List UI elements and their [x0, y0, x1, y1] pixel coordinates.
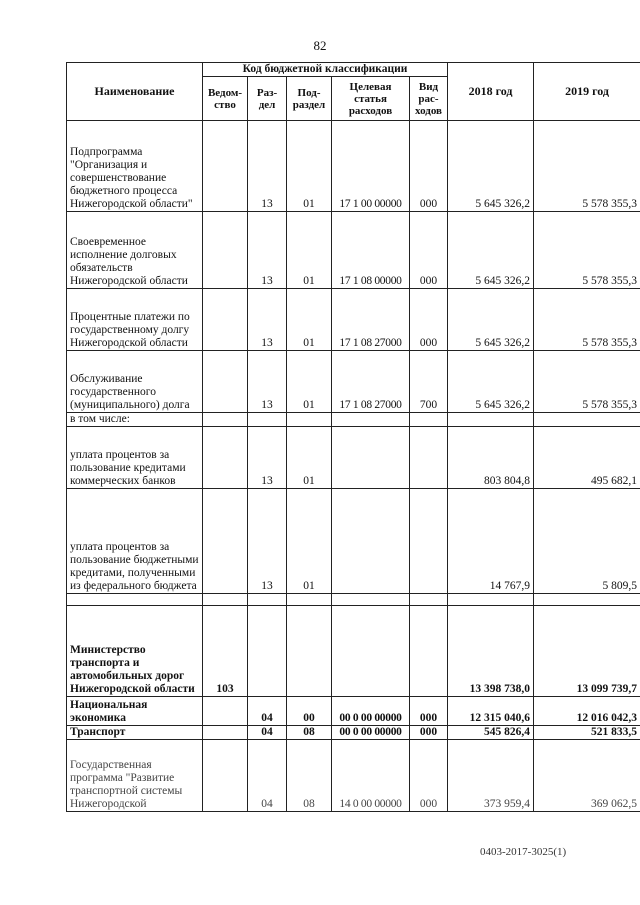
cell-2019: 5 578 355,3 [534, 121, 640, 212]
row-name: Национальная экономика [67, 697, 203, 726]
row-name: Процентные платежи по государственному долгу Нижегородской области [67, 289, 203, 351]
cell-expense-type: 700 [410, 351, 448, 413]
cell-2019 [534, 413, 640, 427]
page-number: 82 [313, 38, 327, 53]
row-name: уплата процентов за пользование бюджетными кредитами, полученными из федерального бюджета [67, 489, 203, 594]
cell-target-article: 17 1 08 27000 [332, 289, 410, 351]
cell-razdel: 04 [248, 697, 287, 726]
budget-table [66, 62, 640, 812]
cell-target-article: 17 1 08 00000 [332, 212, 410, 289]
cell-2018: 13 398 738,0 [448, 606, 534, 697]
cell-vedomstvo [203, 212, 248, 289]
cell-2019: 13 099 739,7 [534, 606, 640, 697]
cell-2019: 495 682,1 [534, 427, 640, 489]
cell-expense-type [410, 427, 448, 489]
cell-target-article [332, 413, 410, 427]
cell-2018: 14 767,9 [448, 489, 534, 594]
header-2019: 2019 год [534, 63, 640, 121]
cell-target-article: 00 0 00 00000 [332, 726, 410, 740]
cell-expense-type: 000 [410, 697, 448, 726]
cell-target-article [332, 489, 410, 594]
header-vedomstvo: Ведом-ство [203, 77, 248, 121]
cell-razdel [248, 606, 287, 697]
cell-podrazdel: 00 [287, 697, 332, 726]
table-row [67, 489, 640, 594]
cell-expense-type [410, 489, 448, 594]
cell-expense-type: 000 [410, 212, 448, 289]
table-row [67, 726, 640, 740]
cell-2019: 5 578 355,3 [534, 212, 640, 289]
cell-2018: 545 826,4 [448, 726, 534, 740]
cell-podrazdel: 01 [287, 121, 332, 212]
cell-vedomstvo [203, 121, 248, 212]
cell-expense-type: 000 [410, 726, 448, 740]
cell-vedomstvo [203, 413, 248, 427]
cell-razdel [248, 413, 287, 427]
cell-vedomstvo [203, 427, 248, 489]
cell-2019: 521 833,5 [534, 726, 640, 740]
cell-razdel: 04 [248, 740, 287, 812]
table-row [67, 212, 640, 289]
row-name: уплата процентов за пользование кредитами коммерческих банков [67, 427, 203, 489]
cell-podrazdel: 01 [287, 289, 332, 351]
cell-2019: 5 578 355,3 [534, 289, 640, 351]
cell-2018: 12 315 040,6 [448, 697, 534, 726]
cell-2019: 369 062,5 [534, 740, 640, 812]
cell-vedomstvo [203, 697, 248, 726]
cell-razdel: 13 [248, 489, 287, 594]
table-row [67, 697, 640, 726]
cell-expense-type: 000 [410, 289, 448, 351]
cell-2018: 803 804,8 [448, 427, 534, 489]
cell-2018: 373 959,4 [448, 740, 534, 812]
cell-target-article: 14 0 00 00000 [332, 740, 410, 812]
cell-razdel: 13 [248, 121, 287, 212]
cell-target-article: 17 1 00 00000 [332, 121, 410, 212]
cell-razdel: 13 [248, 289, 287, 351]
row-name: Министерство транспорта и автомобильных дорог Нижегородской области [67, 606, 203, 697]
cell-vedomstvo [203, 289, 248, 351]
cell-podrazdel: 01 [287, 427, 332, 489]
cell-2018: 5 645 326,2 [448, 289, 534, 351]
spacer-row [67, 594, 640, 606]
cell-2018: 5 645 326,2 [448, 121, 534, 212]
row-name: Государственная программа "Развитие транспортной системы Нижегородской [67, 740, 203, 812]
row-name: Подпрограмма "Организация и совершенствование бюджетного процесса Нижегородской области" [67, 121, 203, 212]
row-name: Своевременное исполнение долговых обязательств Нижегородской области [67, 212, 203, 289]
cell-vedomstvo [203, 489, 248, 594]
cell-2018 [448, 413, 534, 427]
cell-podrazdel: 01 [287, 351, 332, 413]
cell-target-article: 00 0 00 00000 [332, 697, 410, 726]
document-code: 0403-2017-3025(1) [480, 846, 567, 858]
cell-target-article [332, 427, 410, 489]
header-podrazdel: Под-раздел [287, 77, 332, 121]
cell-2018: 5 645 326,2 [448, 351, 534, 413]
cell-podrazdel [287, 606, 332, 697]
row-name: Обслуживание государственного (муниципального) долга [67, 351, 203, 413]
cell-podrazdel: 01 [287, 212, 332, 289]
cell-podrazdel: 08 [287, 740, 332, 812]
table-row [67, 351, 640, 413]
table-row [67, 606, 640, 697]
cell-vedomstvo [203, 351, 248, 413]
cell-vedomstvo [203, 740, 248, 812]
header-target-article: Целевая статья расходов [332, 77, 410, 121]
cell-razdel: 04 [248, 726, 287, 740]
cell-target-article [332, 606, 410, 697]
cell-razdel: 13 [248, 427, 287, 489]
cell-expense-type [410, 606, 448, 697]
cell-podrazdel [287, 413, 332, 427]
cell-expense-type [410, 413, 448, 427]
table-row [67, 413, 640, 427]
cell-podrazdel: 08 [287, 726, 332, 740]
table-row [67, 427, 640, 489]
table-row [67, 121, 640, 212]
cell-2018: 5 645 326,2 [448, 212, 534, 289]
cell-2019: 12 016 042,3 [534, 697, 640, 726]
header-razdel: Раз-дел [248, 77, 287, 121]
header-budget-code-group: Код бюджетной классификации [203, 63, 448, 77]
cell-vedomstvo: 103 [203, 606, 248, 697]
cell-expense-type: 000 [410, 740, 448, 812]
header-name: Наименование [67, 63, 203, 121]
header-expense-type: Вид рас-ходов [410, 77, 448, 121]
cell-target-article: 17 1 08 27000 [332, 351, 410, 413]
cell-razdel: 13 [248, 212, 287, 289]
cell-podrazdel: 01 [287, 489, 332, 594]
row-name: Транспорт [67, 726, 203, 740]
cell-vedomstvo [203, 726, 248, 740]
row-name: в том числе: [67, 413, 203, 427]
cell-razdel: 13 [248, 351, 287, 413]
table-row [67, 740, 640, 812]
cell-2019: 5 809,5 [534, 489, 640, 594]
cell-expense-type: 000 [410, 121, 448, 212]
header-2018: 2018 год [448, 63, 534, 121]
table-row [67, 289, 640, 351]
cell-2019: 5 578 355,3 [534, 351, 640, 413]
